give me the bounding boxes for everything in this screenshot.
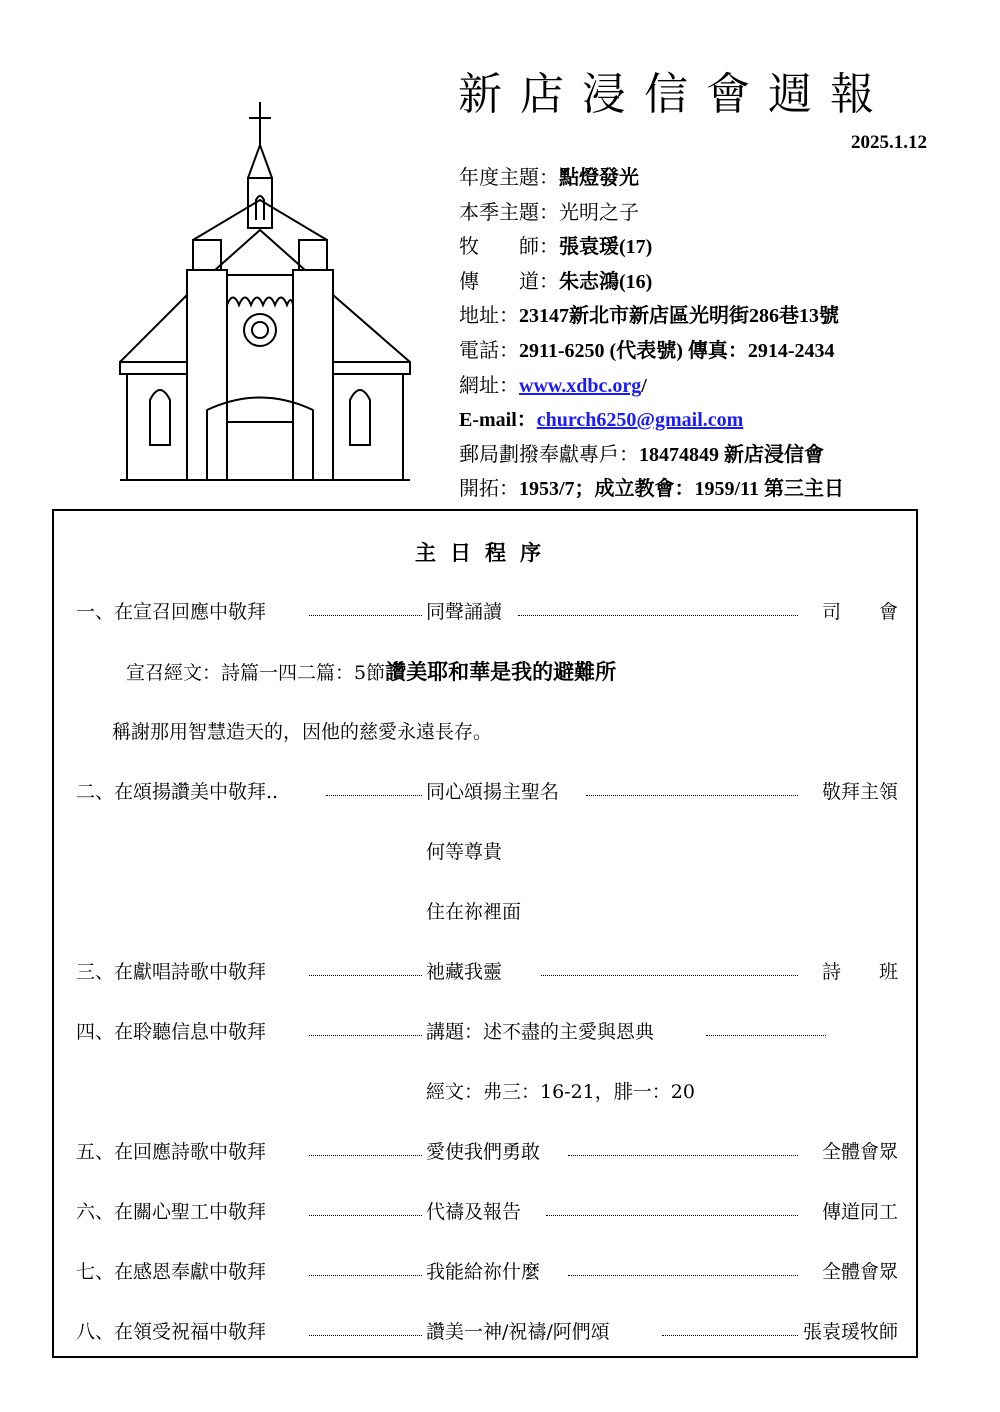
info-row: 本季主題：光明之子 <box>459 199 639 224</box>
call-verse-line2: 稱謝那用智慧造天的，因他的慈愛永遠長存。 <box>112 721 493 743</box>
annual-theme: 點燈發光 <box>559 167 639 189</box>
song-title: 何等尊貴 <box>426 841 503 863</box>
info-row: 電話：2911-6250 (代表號) 傳真：2914-2434 <box>459 337 835 362</box>
call-verse: 宣召經文：詩篇一四二篇：5節讚美耶和華是我的避難所 <box>126 659 617 684</box>
program-item: 五、在回應詩歌中敬拜 愛使我們勇敢 全體會眾 <box>76 1141 898 1163</box>
info-row: E-mail：church6250@gmail.com <box>459 409 744 432</box>
season-theme: 光明之子 <box>559 201 639 224</box>
program-box <box>52 509 918 1358</box>
program-item: 一、在宣召回應中敬拜 同聲誦讀 司 會 <box>76 601 898 623</box>
program-item: 六、在關心聖工中敬拜 代禱及報告 傳道同工 <box>76 1201 898 1223</box>
phone: 2911-6250 (代表號) 傳真：2914-2434 <box>519 339 835 362</box>
info-row: 網址：www.xdbc.org/ <box>459 372 647 397</box>
scripture: 經文：弗三：16-21，腓一：20 <box>426 1081 695 1103</box>
bulletin-date: 2025.1.12 <box>851 132 927 153</box>
address: 23147新北市新店區光明街286巷13號 <box>519 305 839 328</box>
website-link[interactable]: www.xdbc.org <box>519 374 642 397</box>
info-row: 郵局劃撥奉獻專戶：18474849 新店浸信會 <box>459 441 824 466</box>
church-illustration <box>115 100 415 485</box>
program-item: 二、在頌揚讚美中敬拜.. 同心頌揚主聖名 敬拜主領 <box>76 781 898 803</box>
email-link[interactable]: church6250@gmail.com <box>536 409 744 432</box>
program-item: 四、在聆聽信息中敬拜 講題：述不盡的主愛與恩典 <box>76 1017 898 1047</box>
program-item: 八、在領受祝福中敬拜 讚美一神/祝禱/阿們頌 張袁瑗牧師 <box>76 1321 898 1343</box>
info-row: 開拓：1953/7；成立教會：1959/11 第三主日 <box>459 476 845 501</box>
program-item: 三、在獻唱詩歌中敬拜 祂藏我靈 詩 班 <box>76 961 898 983</box>
evangelist: 朱志鴻(16) <box>559 270 653 293</box>
sermon-title: 講題：述不盡的主愛與恩典 <box>426 1021 655 1043</box>
pastor: 張袁瑗(17) <box>559 236 653 259</box>
info-row: 牧 師：張袁瑗(17) <box>459 234 653 259</box>
bulletin-title: 新店浸信會週報 <box>458 69 892 120</box>
program-item: 七、在感恩奉獻中敬拜 我能給祢什麼 全體會眾 <box>76 1261 898 1283</box>
info-row: 年度主題：點燈發光 <box>459 165 639 189</box>
info-row: 傳 道：朱志鴻(16) <box>459 268 653 293</box>
church-info <box>459 160 959 506</box>
postal-account: 18474849 新店浸信會 <box>639 443 824 466</box>
program-title: 主日程序 <box>415 540 555 565</box>
song-title: 住在祢裡面 <box>426 901 522 923</box>
info-row: 地址：23147新北市新店區光明街286巷13號 <box>459 303 839 328</box>
founding: 1953/7；成立教會：1959/11 第三主日 <box>519 478 845 501</box>
